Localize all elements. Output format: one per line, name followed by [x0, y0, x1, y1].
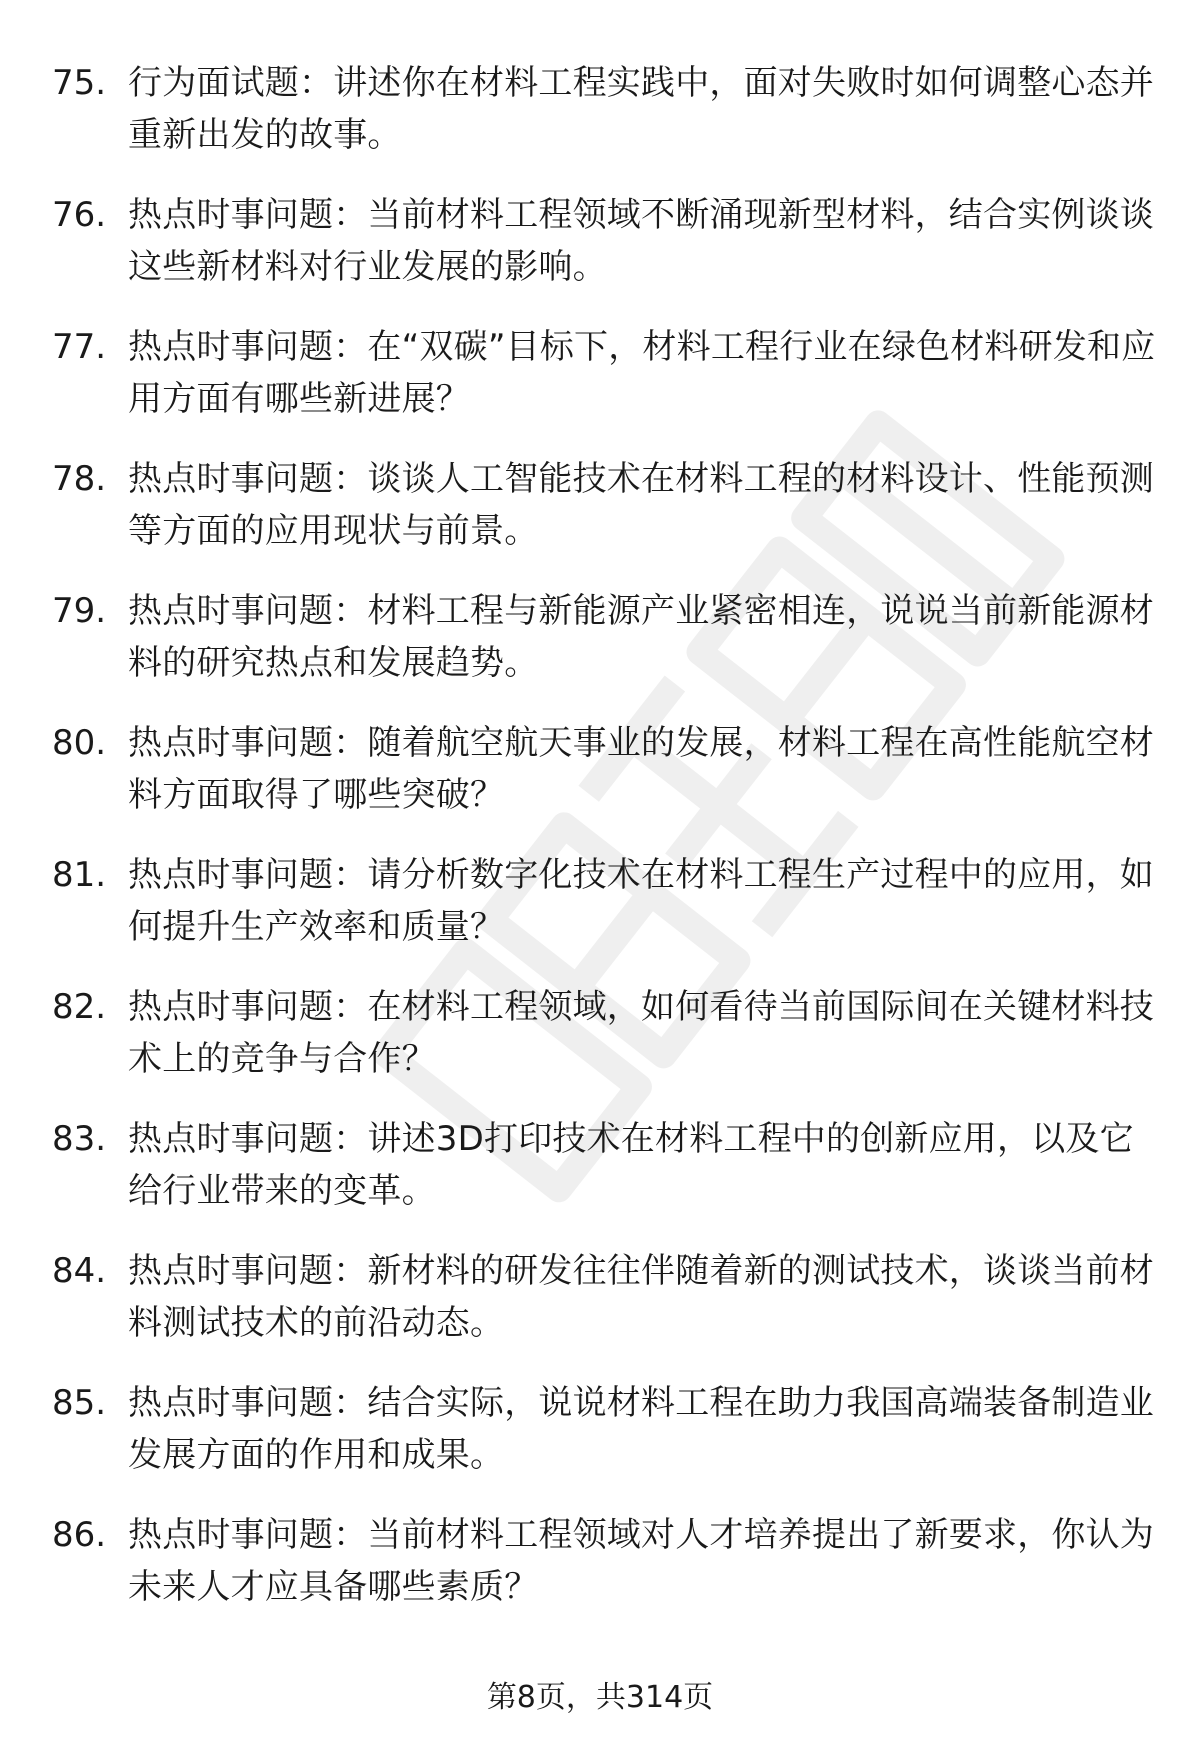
question-number: 76. [52, 195, 107, 235]
question-number: 80. [52, 723, 107, 763]
question-item [0, 981, 1200, 1113]
question-item [0, 585, 1200, 717]
question-item [0, 321, 1200, 453]
page-number-footer: 第8页，共314页 [486, 1680, 714, 1715]
question-text: 热点时事问题：请分析数字化技术在材料工程生产过程中的应用，如何提升生产效率和质量？ [128, 855, 1154, 947]
question-item [0, 849, 1200, 981]
question-text: 行为面试题：讲述你在材料工程实践中，面对失败时如何调整心态并重新出发的故事。 [128, 63, 1154, 155]
question-item [0, 189, 1200, 321]
question-item [0, 453, 1200, 585]
question-text: 热点时事问题：讲述3D打印技术在材料工程中的创新应用，以及它给行业带来的变革。 [128, 1119, 1134, 1211]
question-text: 热点时事问题：随着航空航天事业的发展，材料工程在高性能航空材料方面取得了哪些突破？ [128, 723, 1154, 815]
question-number: 83. [52, 1119, 107, 1159]
question-text: 热点时事问题：当前材料工程领域对人才培养提出了新要求，你认为未来人才应具备哪些素质？ [128, 1515, 1154, 1607]
question-number: 77. [52, 327, 107, 367]
question-item [0, 1113, 1200, 1245]
question-item [0, 717, 1200, 849]
question-text: 热点时事问题：结合实际，说说材料工程在助力我国高端装备制造业发展方面的作用和成果。 [128, 1383, 1154, 1475]
question-text: 热点时事问题：谈谈人工智能技术在材料工程的材料设计、性能预测等方面的应用现状与前景。 [128, 459, 1154, 551]
question-number: 85. [52, 1383, 107, 1423]
question-number: 81. [52, 855, 107, 895]
question-text: 热点时事问题：材料工程与新能源产业紧密相连，说说当前新能源材料的研究热点和发展趋势。 [128, 591, 1154, 683]
question-item [0, 1509, 1200, 1641]
question-number: 84. [52, 1251, 107, 1291]
question-number: 86. [52, 1515, 107, 1555]
question-list [0, 57, 1200, 1641]
question-text: 热点时事问题：当前材料工程领域不断涌现新型材料，结合实例谈谈这些新材料对行业发展的影响。 [128, 195, 1154, 287]
question-text: 热点时事问题：在“双碳”目标下，材料工程行业在绿色材料研发和应用方面有哪些新进展？ [128, 327, 1156, 419]
question-number: 79. [52, 591, 107, 631]
question-item [0, 57, 1200, 189]
question-item [0, 1245, 1200, 1377]
question-number: 82. [52, 987, 107, 1027]
question-text: 热点时事问题：新材料的研发往往伴随着新的测试技术，谈谈当前材料测试技术的前沿动态。 [128, 1251, 1154, 1343]
question-text: 热点时事问题：在材料工程领域，如何看待当前国际间在关键材料技术上的竞争与合作？ [128, 987, 1154, 1079]
question-item [0, 1377, 1200, 1509]
question-number: 78. [52, 459, 107, 499]
question-number: 75. [52, 63, 107, 103]
